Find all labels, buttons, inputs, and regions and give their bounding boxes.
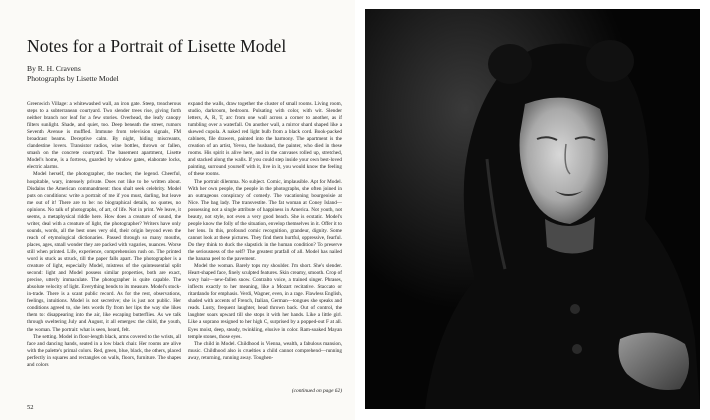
paragraph: expand the walls, draw together the cluster of small rooms. Living room, studio, darkroom, bedroom. Pulsating with color, with wit. Slender letters, A, R, T, arc from one wall across a corner to another, as if tumbling over a waterfall. On another wall, a mirror shard shaped like a skewed cupola. A naked red light bulb from a black cord. Book-packed cabinets, file drawers, painted into the harmony. The apartment is the creation of an artist, Yevsu, the husband, the painter, who died in these rooms. His spirit is alive here, and in the canvases rolled up, stretched, and stacked along the walls. If you could step inside your own best-loved painting, surround yourself with it, live in it, you would know the feeling of these rooms.	[188, 101, 342, 178]
page-number: 52	[27, 404, 34, 411]
paragraph: The setting. Model in floor-length black, arms covered to the wrists, all face and dancing hands, seated in a low black chair. Her rooms are alive with the palette's primal colors. Red, green, blue, black, the others, placed perfectly in squares and rectangles on walls, floors, furniture. The shapes and colors	[27, 333, 181, 368]
continued-note: (continued on page 62)	[291, 388, 342, 394]
portrait-photograph	[365, 9, 700, 409]
paragraph: Model the woman. Barely tops my shoulder. I'm short. She's slender. Heart-shaped face, finely sculpted features. Skin creamy, smooth. Crop of wavy hair—new-fallen snow. Contralto voice, a trained singer. Phrases, inflects exactly to her meaning, like a Mozart recitative. Staccato or ritardando for emphasis. Verdi, Wagner, even, in a rage. Flawless English, shaded with accents of French, Italian, German—tongues she speaks and reads. Lusty, frequent laughter, head thrown back. Out of control, the laughter soars upward till she stops it with her hands. Like a little girl. Like a soprano resigned to her high C, surprised by a popped-out F at all. Eyes moist, deep, steady, twinkling, elusive in color. Ram-soaked Mayan temple stones, those eyes.	[188, 263, 342, 340]
author-byline: By R. H. Cravens	[27, 64, 81, 73]
byline-block	[27, 64, 119, 84]
text-column-1	[27, 101, 181, 401]
paragraph: Greenwich Village: a whitewashed wall, an iron gate. Steep, treacherous steps to a subterranean courtyard. Two slender trees rise, giving forth neither branch nor leaf for a few stories. Overhead, the leafy canopy filters sunlight. Shade, and quiet, too. Deep beneath the street, rumors Seventh Avenue is muffled. Immune from television signals, FM broadcast beams. Deceptive calm. By night, hiding miscreants, clandestine lovers. Transistor radios, wine bottles, thrown or fallen, smash on the concrete courtyard. The basement apartment, Lisette Model's home, is a fortress, guarded by window gates, elaborate locks, electric alarms.	[27, 101, 181, 171]
right-page	[355, 0, 710, 420]
paragraph: Model herself, the photographer, the teacher, the legend. Cheerful, hospitable, wary, intensely private. Does not like to be written about. Disdains the American commandment: thou shalt seek celebrity. Model puts on conditions: write a portrait of me if you must, darling, but leave me out of it! There are to be: no biographical details, no quotes, no opinions. No talk of photographs, of art, of life. Not in print. We leave, it seems, a metaphysical riddle here. How does a creature of sound, the writer, deal with a creature of light, the photographer? Writers have only sounds, words, all the best ones very old, their origin beyond even the reach of etymological dictionaries. Passed through so many mouths, places, ages, small wonder they are packed with vagaries, nuances. Worse still when printed. Life, experience, comprehension rush on. The printed word is stuck as struck, till the paper falls apart. The photographer is a creature of light, especially Model, mistress of the quintessential split second: light and Model possess similar properties, both are exact, precise, utterly immaculate. The photographer is quite capable. The absolute velocity of light. Everything bends to its measure. Model's stock-in-trade. There is a scant public record. As for the rest, observations, feelings, intuitions. Model is not secretive; she is just not public. Her conditions agreed to, she lets words fly from her lips the way she likes them to: disappearing into the air, like escaping butterflies. As we talk through sweltering July and August, it all emerges: the child, the youth, the woman. The portrait: what is seen, heard, felt.	[27, 171, 181, 333]
text-column-2	[188, 101, 342, 391]
paragraph: The portrait dilemma. No subject. Comic, implausible. Apt for Model. With her own people, the people in the photographs, she often joined in an outrageous conspiracy of comedy. The vacationing bourgeoisie at Nice. The bag lady. The transvestite. The fat woman at Coney Island—possessing not a single attribute of happiness in America. Not youth, not beauty, not style, not even a very good beach. She is ecstatic. Model's people know the folly of the situation, envelop themselves in it. Offer it to her lens. In this, profound comic recognition, grandeur, dignity. Some cannot look at these pictures. They find them hurtful, oppressive, fearful. Do they think to duck the slapstick in the human condition? To preserve the seriousness of the self? The greatest pratfall of all. Model has nailed the banana peel to the pavement.	[188, 178, 342, 263]
photo-credit: Photographs by Lisette Model	[27, 74, 119, 83]
portrait-photograph-image	[365, 9, 700, 409]
article-title: Notes for a Portrait of Lisette Model	[27, 36, 287, 56]
paragraph: The child in Model. Childhood is Vienna, wealth, a fabulous mansion, music. Childhood also is cruelties a child cannot comprehend—running away, returning, running away. Toughen-	[188, 340, 342, 361]
